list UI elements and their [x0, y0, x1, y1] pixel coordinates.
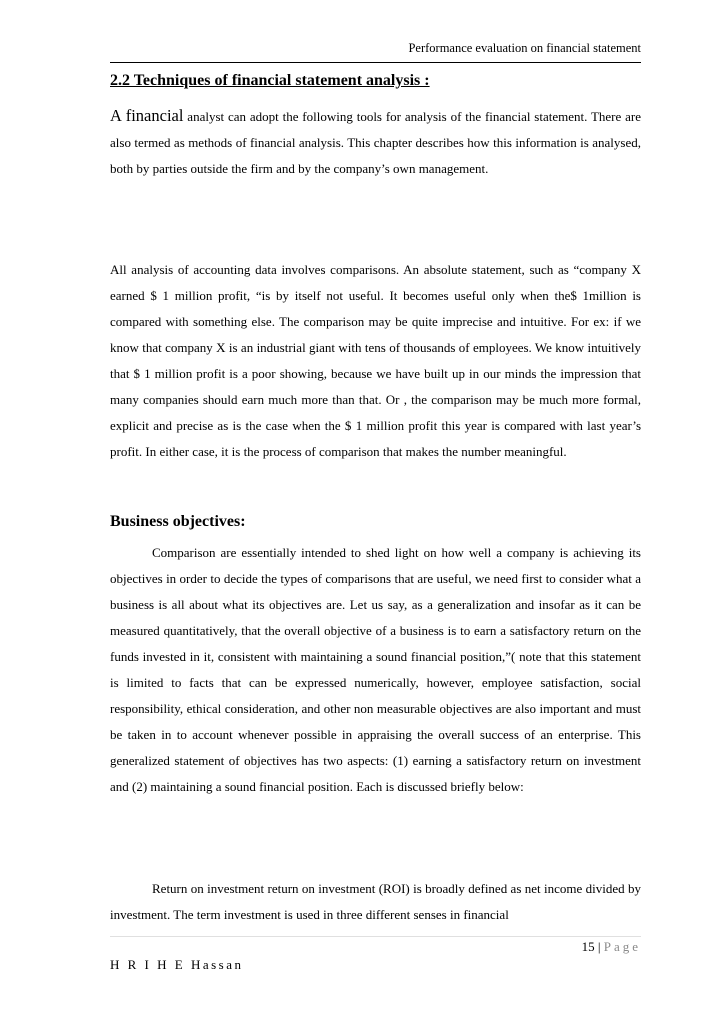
- page-number-separator: |: [597, 939, 601, 954]
- business-objectives-heading: Business objectives:: [110, 513, 246, 530]
- footer-author: H R I H E Hassan: [110, 957, 244, 972]
- section-heading: 2.2 Techniques of financial statement analysis :: [110, 72, 430, 89]
- intro-text: analyst can adopt the following tools for analysis of the financial statement. There are also termed as methods of financial analysis. This chapter describes how this information is analysed, both by parties outside the firm and by the company’s own management.: [110, 109, 641, 176]
- running-header-title: Performance evaluation on financial statement: [408, 41, 641, 55]
- footer-divider: [110, 936, 641, 937]
- page-number: [582, 939, 641, 955]
- roi-paragraph: Return on investment return on investment (ROI) is broadly defined as net income divided by investment. The term investment is used in three different senses in financial: [110, 881, 641, 922]
- page-label: Page: [603, 939, 641, 954]
- intro-paragraph: [110, 103, 641, 182]
- business-objectives-paragraph: Comparison are essentially intended to shed light on how well a company is achieving its objectives in order to decide the types of comparisons that are useful, we need first to consider what a business is all about what its objectives are. Let us say, as a generalization and insofar as it can be measured quantitatively, that the overall objective of a business is to earn a satisfactory return on the funds invested in it, consistent with maintaining a sound financial position,”( note that this statement is limited to facts that can be expressed numerically, however, employee satisfaction, social responsibility, ethical consideration, and other non measurable objectives are also important and must be taken in to account whenever possible in appraising the overall success of an enterprise. This generalized statement of objectives has two aspects: (1) earning a satisfactory return on investment and (2) maintaining a sound financial position. Each is discussed briefly below:: [110, 545, 641, 794]
- intro-lead-word: A financial: [110, 106, 184, 125]
- page-number-value: 15: [581, 939, 595, 954]
- comparison-paragraph: All analysis of accounting data involves comparisons. An absolute statement, such as “company X earned $ 1 million profit, “is by itself not useful. It becomes useful only when the$ 1million is compared with something else. The comparison may be quite imprecise and intuitive. For ex: if we know that company X is an industrial giant with tens of thousands of employees. We know intuitively that $ 1 million profit is a poor showing, because we have built up in our minds the impression that many companies should earn much more than that. Or , the comparison may be much more formal, explicit and precise as is the case when the $ 1 million profit this year is compared with last year’s profit. In either case, it is the process of comparison that makes the number meaningful.: [110, 262, 641, 459]
- header-divider: [110, 62, 641, 63]
